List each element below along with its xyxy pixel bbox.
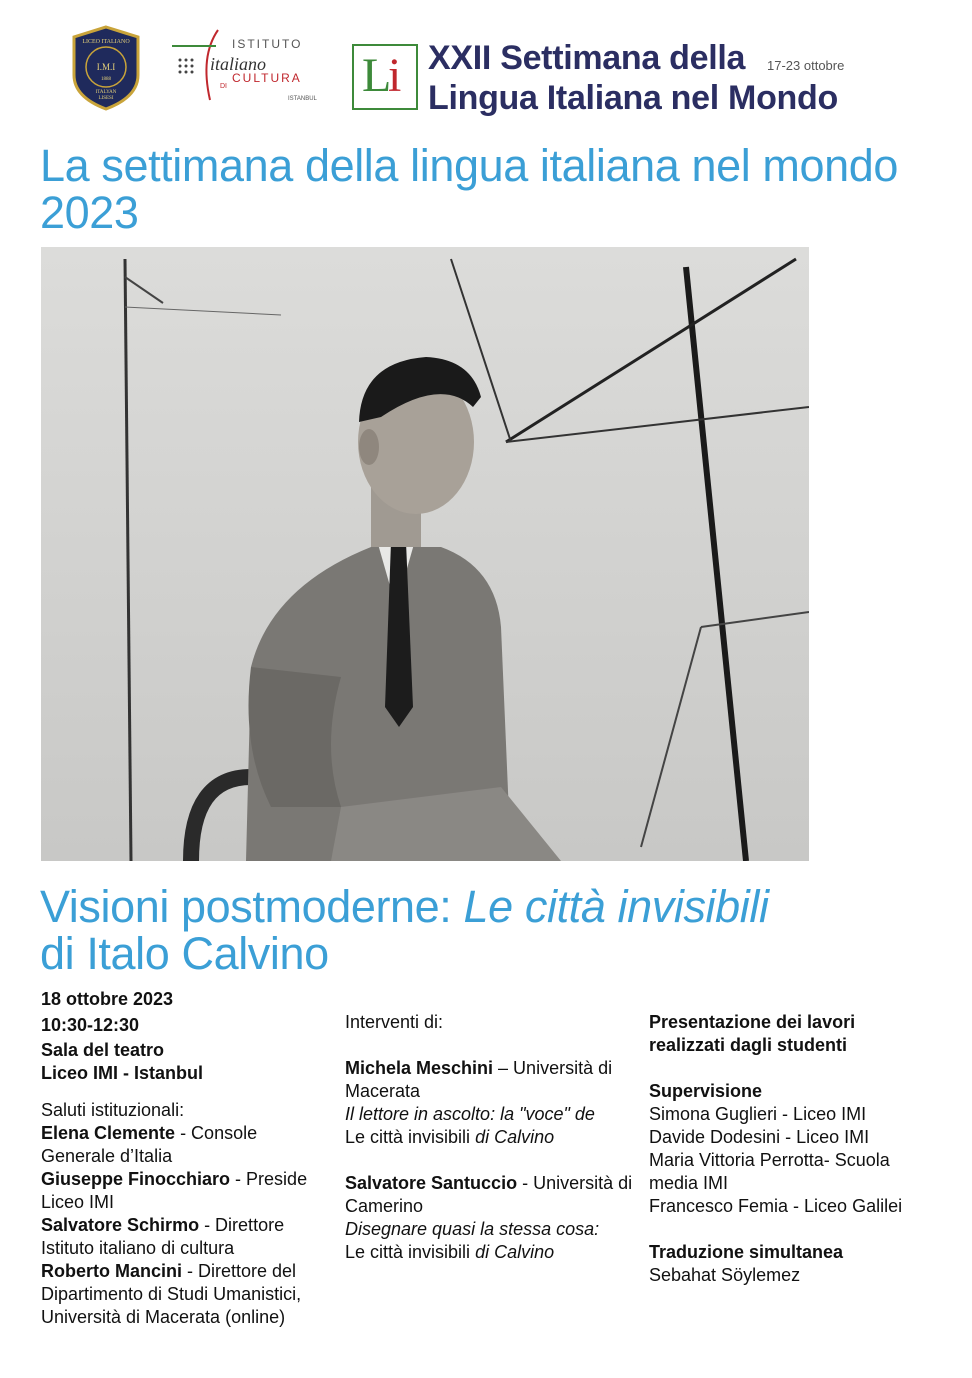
event-time: 10:30-12:30 xyxy=(41,1015,140,1035)
svg-text:ITALYAN: ITALYAN xyxy=(95,90,117,95)
li-logo xyxy=(352,44,418,110)
svg-text:ISTANBUL: ISTANBUL xyxy=(288,96,317,102)
talk-title: Disegnare quasi la stessa cosa: xyxy=(345,1219,600,1239)
speaker-block xyxy=(345,1057,635,1149)
li-logo-letter-i: i xyxy=(388,49,402,102)
speaker-affiliation: – Università di Macerata xyxy=(345,1058,613,1101)
svg-text:LICEO ITALIANO: LICEO ITALIANO xyxy=(82,39,130,45)
svg-text:DI: DI xyxy=(220,83,227,90)
talks-column xyxy=(345,1011,635,1264)
speaker-affiliation: - Università di Camerino xyxy=(345,1173,633,1216)
svg-text:italiano: italiano xyxy=(210,54,267,74)
person-role: - Direttore Istituto italiano di cultura xyxy=(41,1215,285,1258)
li-logo-letter-l: L xyxy=(362,49,392,102)
istituto-italiano-cultura-logo xyxy=(170,26,320,104)
week-dates: 17-23 ottobre xyxy=(767,58,845,73)
svg-text:LISESI: LISESI xyxy=(98,96,114,101)
talk-author: di Calvino xyxy=(475,1242,555,1262)
svg-text:ISTITUTO: ISTITUTO xyxy=(232,37,303,51)
subtitle-book-title: Le città invisibili xyxy=(463,881,769,932)
supervisor-item: Simona Guglieri - Liceo IMI xyxy=(649,1104,867,1124)
presentation-column xyxy=(649,1011,949,1287)
supervisor-item: Davide Dodesini - Liceo IMI xyxy=(649,1127,870,1147)
svg-text:CULTURA: CULTURA xyxy=(232,71,302,85)
greeting-person xyxy=(41,1122,331,1168)
person-role: - Direttore del Dipartimento di Studi Umanistici, Università di Macerata (online) xyxy=(41,1261,302,1327)
week-title xyxy=(428,38,838,118)
person-role: - Preside Liceo IMI xyxy=(41,1169,308,1212)
supervision-heading: Supervisione xyxy=(649,1081,763,1101)
talk-title: Il lettore in ascolto: la "voce" de xyxy=(345,1104,595,1124)
supervisor-item: Maria Vittoria Perrotta- Scuola media IMI xyxy=(649,1150,890,1193)
event-details-column xyxy=(41,988,331,1329)
talk-author: di Calvino xyxy=(475,1127,555,1147)
speaker-name: Salvatore Santuccio xyxy=(345,1173,518,1193)
person-name: Roberto Mancini xyxy=(41,1261,183,1281)
speaker-name: Michela Meschini xyxy=(345,1058,494,1078)
svg-text:1888: 1888 xyxy=(101,77,111,82)
event-place: Liceo IMI - Istanbul xyxy=(41,1063,204,1083)
greeting-person xyxy=(41,1168,331,1214)
event-date: 18 ottobre 2023 xyxy=(41,989,174,1009)
week-title-line2: Lingua Italiana nel Mondo xyxy=(428,79,838,117)
greeting-person xyxy=(41,1214,331,1260)
greetings-heading: Saluti istituzionali: xyxy=(41,1100,185,1120)
subtitle-part2: di Italo Calvino xyxy=(40,928,329,979)
person-name: Elena Clemente xyxy=(41,1123,176,1143)
talk-book: Le città invisibili xyxy=(345,1127,476,1147)
supervisor-item: Francesco Femia - Liceo Galilei xyxy=(649,1196,903,1216)
speaker-block xyxy=(345,1172,635,1264)
person-role: - Console Generale d’Italia xyxy=(41,1123,258,1166)
talks-heading: Interventi di: xyxy=(345,1012,444,1032)
greeting-person xyxy=(41,1260,331,1329)
liceo-imi-logo xyxy=(70,25,142,111)
main-title: La settimana della lingua italiana nel mondo 2023 xyxy=(40,140,898,238)
svg-text:I.M.I: I.M.I xyxy=(96,62,116,72)
talk-book: Le città invisibili xyxy=(345,1242,476,1262)
subtitle-part1: Visioni postmoderne: xyxy=(40,881,464,932)
presentation-heading: Presentazione dei lavori realizzati dagli studenti xyxy=(649,1012,856,1055)
portrait-photo xyxy=(41,247,809,861)
event-subtitle xyxy=(40,883,950,977)
week-title-line1: XXII Settimana della xyxy=(428,39,746,77)
translation-heading: Traduzione simultanea xyxy=(649,1242,844,1262)
event-venue: Sala del teatro xyxy=(41,1040,165,1060)
person-name: Giuseppe Finocchiaro xyxy=(41,1169,231,1189)
person-name: Salvatore Schirmo xyxy=(41,1215,200,1235)
translator-name: Sebahat Söylemez xyxy=(649,1265,801,1285)
